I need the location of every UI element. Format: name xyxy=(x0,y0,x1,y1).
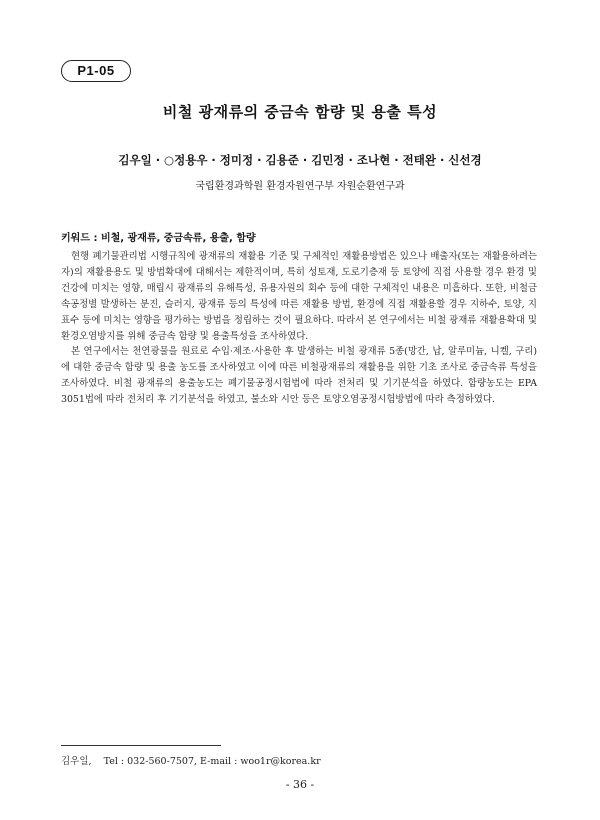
abstract-body xyxy=(61,249,537,408)
footnote-contact: 김우일, Tel : 032-560-7507, E-mail : woo1r@korea.kr xyxy=(61,756,321,767)
keywords-line: 키워드 : 비철, 광재류, 중금속류, 용출, 함량 xyxy=(61,233,256,244)
session-code-badge: P1-05 xyxy=(61,60,131,82)
author-list: 김우일 · ○정용우 · 정미정 · 김용준 · 김민정 · 조나현 · 전태완 · 신선경 xyxy=(118,153,482,167)
paper-title: 비철 광재류의 중금속 함량 및 용출 특성 xyxy=(162,103,438,121)
footnote-divider xyxy=(61,745,221,746)
abstract-paragraph: 현행 폐기물관리법 시행규칙에 광재류의 재활용 기준 및 구체적인 재활용방법은 있으나 배출자(또는 재활용하려는 자)의 재활용용도 및 방법확대에 대해서는 제한적이며, 특히 성토재, 도로기층재 등 토양에 직접 사용할 경우 환경 및 건강에 미치는 영향, 매립시 광재류의 유해특성, 유용자원의 회수 등에 대한 구체적인 내용은 미흡하다. 또한, 비철금속공정별 발생하는 분진, 슬러지, 광재류 등의 특성에 따른 재활용 방법, 환경에 직접 재활용할 경우 지하수, 토양, 지표수 등에 미치는 영향을 평가하는 방법을 정립하는 것이 필요하다. 따라서 본 연구에서는 비철 광재류 재활용확대 및 환경오염방지를 위해 중금속 함량 및 용출특성을 조사하였다. xyxy=(61,251,537,342)
page-number: - 36 - xyxy=(285,778,315,791)
affiliation: 국립환경과학원 환경자원연구부 자원순환연구과 xyxy=(195,181,405,192)
abstract-paragraph: 본 연구에서는 천연광물을 원료로 수입·제조·사용한 후 발생하는 비철 광재류 5종(망간, 납, 알루미늄, 니켈, 구리)에 대한 중금속 함량 및 용출 농도를 조사하였고 이에 따른 비철광재류의 재활용을 위한 기초 조사로 중금속류 특성을 조사하였다. 비철 광재류의 용출농도는 폐기물공정시험법에 따라 전처리 및 기기분석을 하였다. 함량농도는 EPA 3051법에 따라 전처리 후 기기분석을 하였고, 불소와 시안 등은 토양오염공정시험방법에 따라 측정하였다. xyxy=(61,346,537,406)
